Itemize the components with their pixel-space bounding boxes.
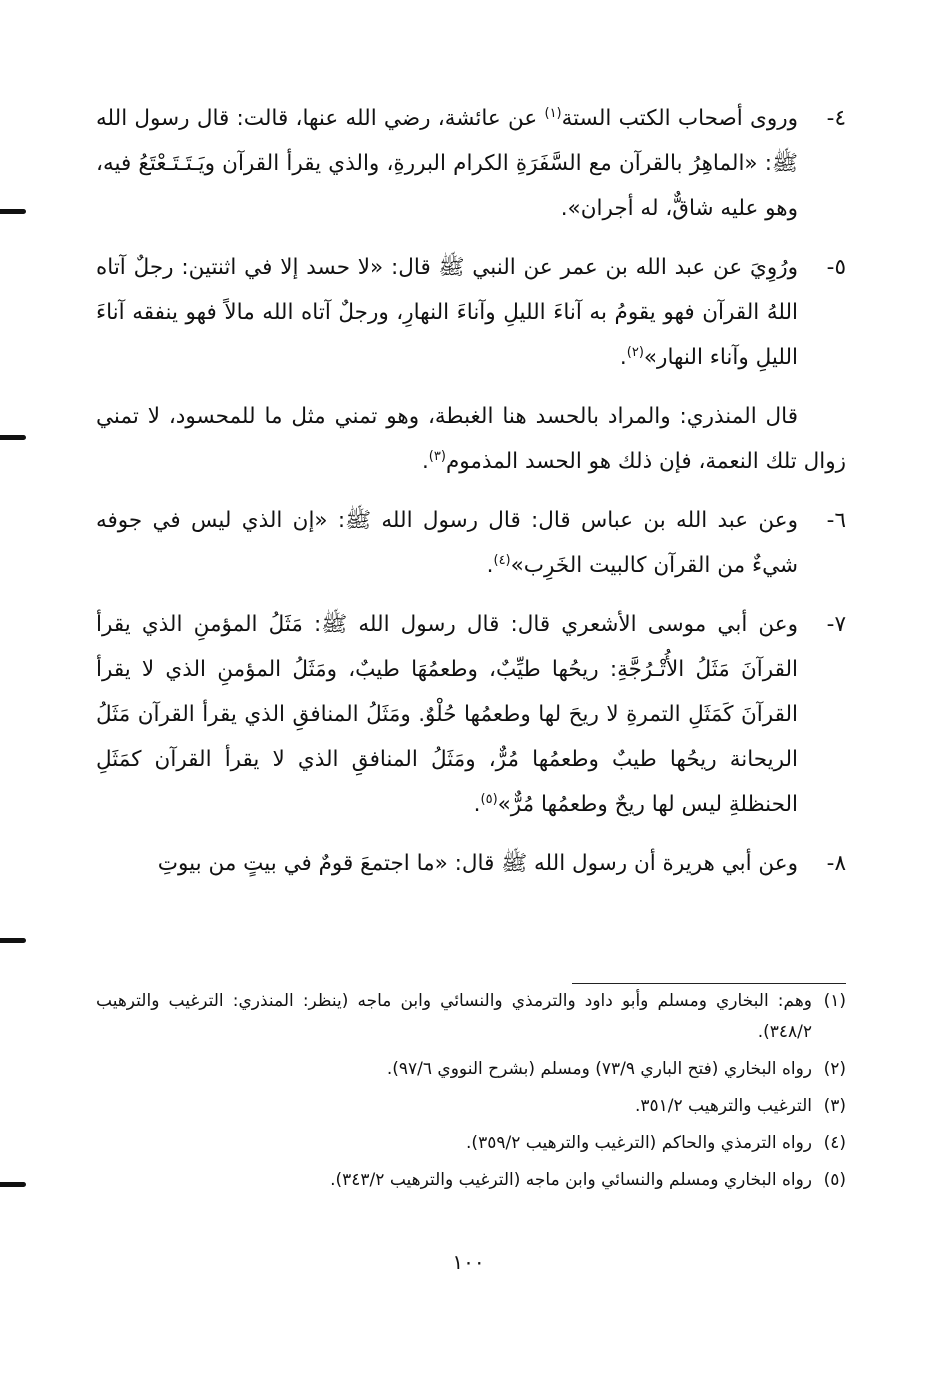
paragraph-text-continued: . bbox=[486, 553, 494, 578]
paragraph-text-continued: . bbox=[619, 345, 627, 370]
paragraph-6 bbox=[96, 498, 846, 588]
page-number: ١٠٠ bbox=[452, 1250, 485, 1274]
paragraph-text-continued: . bbox=[473, 792, 481, 817]
footnote-text: وهم: البخاري ومسلم وأبو داود والترمذي والنسائي وابن ماجه (ينظر: المنذري: الترغيب والترهيب ٣٤٨/٢). bbox=[96, 991, 812, 1042]
footnote-ref: (٥) bbox=[480, 791, 498, 807]
binding-mark bbox=[0, 938, 26, 943]
paragraph-8 bbox=[96, 841, 846, 886]
paragraph-text: وروى أصحاب الكتب الستة bbox=[561, 106, 798, 131]
paragraph-text: وعن عبد الله بن عباس قال: قال رسول الله ﷺ: «إن الذي ليس في جوفه شيءٌ من القرآن كالبيت الخَرِب» bbox=[96, 508, 798, 578]
footnote-number: (١) bbox=[823, 991, 846, 1011]
footnote-text: الترغيب والترهيب ٣٥١/٢. bbox=[634, 1096, 812, 1116]
footnote-divider bbox=[572, 983, 846, 984]
footnote-5 bbox=[96, 1165, 846, 1196]
footnote-number: (٥) bbox=[823, 1170, 846, 1190]
binding-mark bbox=[0, 209, 26, 214]
footnote-ref: (١) bbox=[544, 105, 562, 121]
paragraph-7 bbox=[96, 602, 846, 827]
paragraph-text-continued: عن عائشة، رضي الله عنها، قالت: قال رسول الله ﷺ: «الماهِرُ بالقرآن مع السَّفَرَةِ الكرام البررةِ، والذي يقرأ القرآن ويَـتَـتَـعْتَعُ فيه، وهو عليه شاقٌّ، له أجران». bbox=[96, 106, 798, 221]
footnote-text: رواه الترمذي والحاكم (الترغيب والترهيب ٣٥٩/٢). bbox=[466, 1133, 812, 1153]
paragraph-4 bbox=[96, 96, 846, 231]
paragraph-number: ٥- bbox=[826, 255, 846, 280]
footnote-4 bbox=[96, 1128, 846, 1159]
paragraph-text: وعن أبي هريرة أن رسول الله ﷺ قال: «ما اجتمعَ قومٌ في بيتٍ من بيوتِ bbox=[157, 851, 798, 876]
footnote-ref: (٢) bbox=[626, 344, 644, 360]
paragraph-5 bbox=[96, 245, 846, 380]
footnote-text: رواه البخاري ومسلم والنسائي وابن ماجه (الترغيب والترهيب ٣٤٣/٢). bbox=[330, 1170, 812, 1190]
paragraph-text: ورُوِيَ عن عبد الله بن عمر عن النبي ﷺ قال: «لا حسد إلا في اثنتين: رجلٌ آتاه اللهُ القرآن فهو يقومُ به آناءَ الليلِ وآناءَ النهارِ، ورجلٌ آتاه الله مالاً فهو ينفقه آناءَ الليلِ وآناء النهار» bbox=[96, 255, 798, 370]
footnotes bbox=[96, 986, 846, 1202]
footnote-number: (٣) bbox=[823, 1096, 846, 1116]
footnote-text: رواه البخاري (فتح الباري ٧٣/٩) ومسلم (بشرح النووي ٩٧/٦). bbox=[386, 1059, 812, 1079]
main-text bbox=[96, 96, 846, 900]
paragraph-number: ٤- bbox=[826, 106, 846, 131]
footnote-ref: (٤) bbox=[493, 552, 511, 568]
footnote-number: (٤) bbox=[823, 1133, 846, 1153]
paragraph-text: وعن أبي موسى الأشعري قال: قال رسول الله ﷺ: مَثَلُ المؤمنِ الذي يقرأ القرآنَ مَثَلُ الأُتْـرُجَّةِ: ريحُها طيِّبٌ، وطعمُهَا طيبٌ، ومَثَلُ المؤمنِ الذي لا يقرأ القرآنَ كَمَثَلِ التمرةِ لا ريحَ لها وطعمُها حُلْوٌ. ومَثَلُ المنافقِ الذي يقرأ القرآن مَثَلُ الريحانة ريحُها طيبٌ وطعمُها مُرٌّ، ومَثَلُ المنافقِ الذي لا يقرأ القرآن كمَثَلِ الحنظلةِ ليس لها ريحٌ وطعمُها مُرٌّ» bbox=[96, 612, 798, 817]
footnote-1 bbox=[96, 986, 846, 1048]
footnote-2 bbox=[96, 1054, 846, 1085]
paragraph-text: قال المنذري: والمراد بالحسد هنا الغبطة، وهو تمني مثل ما للمحسود، لا تمني زوال تلك النعمة، فإن ذلك هو الحسد المذموم bbox=[96, 404, 846, 474]
footnote-number: (٢) bbox=[823, 1059, 846, 1079]
paragraph-text-continued: . bbox=[421, 449, 429, 474]
paragraph-number: ٨- bbox=[826, 851, 846, 876]
paragraph-number: ٧- bbox=[826, 612, 846, 637]
binding-mark bbox=[0, 435, 26, 440]
binding-mark bbox=[0, 1182, 26, 1187]
paragraph-number: ٦- bbox=[826, 508, 846, 533]
paragraph-mundhiri bbox=[96, 394, 846, 484]
footnote-ref: (٣) bbox=[428, 448, 446, 464]
footnote-3 bbox=[96, 1091, 846, 1122]
